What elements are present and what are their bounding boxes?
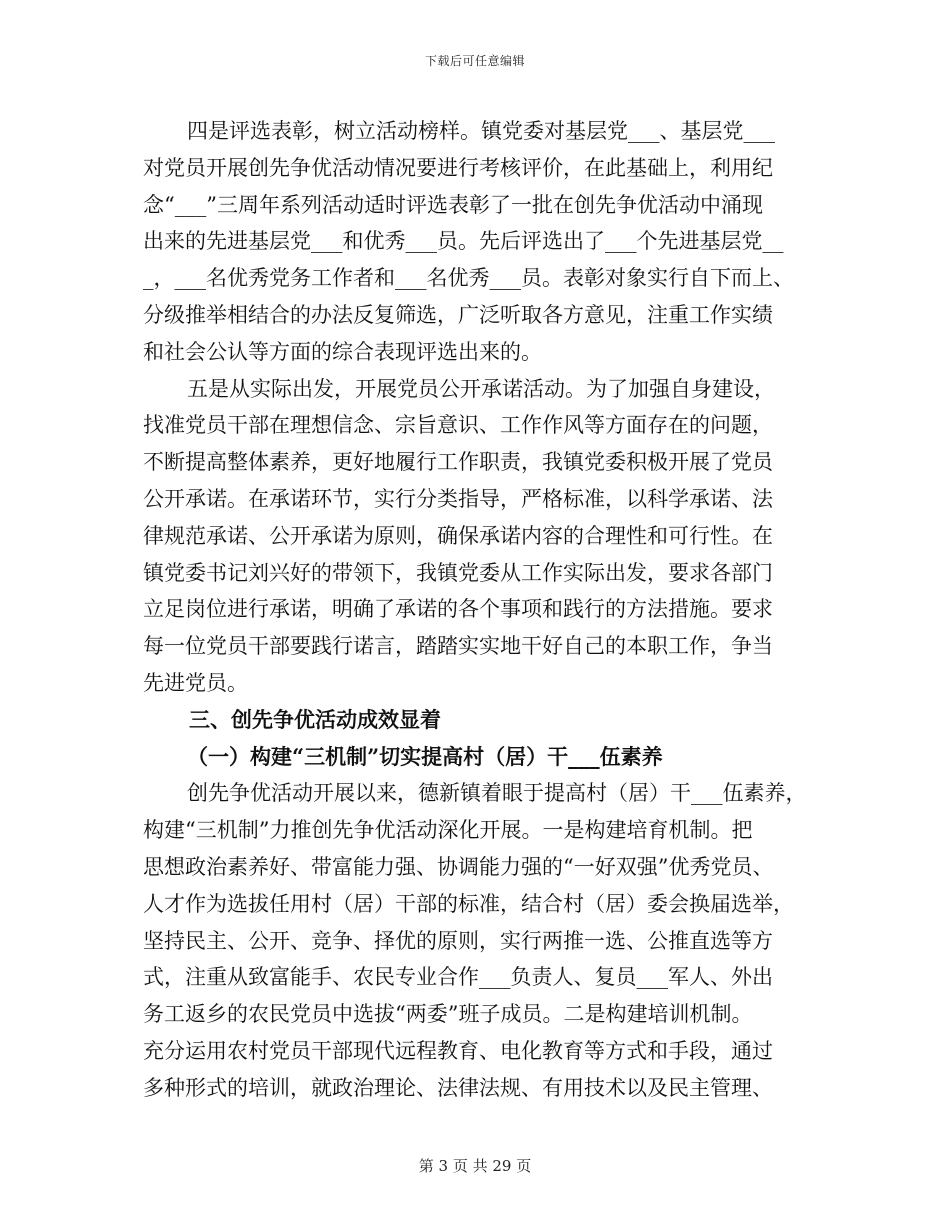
paragraph-line: 多种形式的培训，就政治理论、法律法规、有用技术以及民主管理、 — [143, 1075, 773, 1100]
paragraph-line: _，___名优秀党务工作者和___名优秀___员。表彰对象实行自下而上、 — [143, 266, 794, 291]
paragraph-line: 念“___”三周年系列活动适时评选表彰了一批在创先争优活动中涌现 — [143, 192, 763, 217]
paragraph-line: 构建“三机制”力推创先争优活动深化开展。一是构建培育机制。把 — [143, 818, 753, 843]
paragraph-line: 式，注重从致富能手、农民专业合作___负责人、复员___军人、外出 — [143, 965, 773, 990]
paragraph-line: 找准党员干部在理想信念、宗旨意识、工作作风等方面存在的问题， — [143, 413, 773, 438]
paragraph-line: 人才作为选拔任用村（居）干部的标准，结合村（居）委会换届选举， — [143, 891, 794, 916]
paragraph-line: 立足岗位进行承诺，明确了承诺的各个事项和践行的方法措施。要求 — [143, 597, 773, 622]
paragraph-line: 坚持民主、公开、竞争、择优的原则，实行两推一选、公推直选等方 — [143, 928, 773, 953]
page-header: 下载后可任意编辑 — [424, 54, 525, 68]
paragraph-line: 思想政治素养好、带富能力强、协调能力强的“一好双强”优秀党员、 — [143, 854, 774, 879]
paragraph-line: 不断提高整体素养，更好地履行工作职责，我镇党委积极开展了党员 — [143, 450, 773, 475]
paragraph-line: 公开承诺。在承诺环节，实行分类指导，严格标准，以科学承诺、法 — [143, 486, 773, 511]
paragraph-line: 律规范承诺、公开承诺为原则，确保承诺内容的合理性和可行性。在 — [143, 523, 773, 548]
paragraph-line: 分级推举相结合的办法反复筛选，广泛听取各方意见，注重工作实绩 — [143, 302, 773, 327]
paragraph-line: 四是评选表彰，树立活动榜样。镇党委对基层党___、基层党___ — [187, 119, 775, 143]
subsection-heading: （一）构建“三机制”切实提高村（居）干___伍素养 — [187, 743, 663, 769]
paragraph-line: 创先争优活动开展以来，德新镇着眼于提高村（居）干___伍素养， — [187, 781, 807, 806]
paragraph-line: 镇党委书记刘兴好的带领下，我镇党委从工作实际出发，要求各部门 — [143, 560, 773, 585]
paragraph-line: 每一位党员干部要践行诺言，踏踏实实地干好自己的本职工作，争当 — [143, 634, 773, 659]
paragraph-line: 五是从实际出发，开展党员公开承诺活动。为了加强自身建设， — [187, 376, 775, 401]
paragraph-line: 先进党员。 — [143, 670, 248, 695]
page-footer: 第 3 页 共 29 页 — [418, 1157, 532, 1175]
paragraph-line: 和社会公认等方面的综合表现评选出来的。 — [143, 339, 542, 364]
paragraph-line: 对党员开展创先争优活动情况要进行考核评价，在此基础上，利用纪 — [143, 155, 773, 180]
paragraph-line: 务工返乡的农民党员中选拔“两委”班子成员。二是构建培训机制。 — [143, 1002, 753, 1027]
section-heading: 三、创先争优活动成效显着 — [189, 706, 441, 732]
paragraph-line: 出来的先进基层党___和优秀___员。先后评选出了___个先进基层党__ — [143, 229, 784, 254]
document-body — [143, 113, 807, 1107]
paragraph-line: 充分运用农村党员干部现代远程教育、电化教育等方式和手段，通过 — [143, 1038, 773, 1063]
